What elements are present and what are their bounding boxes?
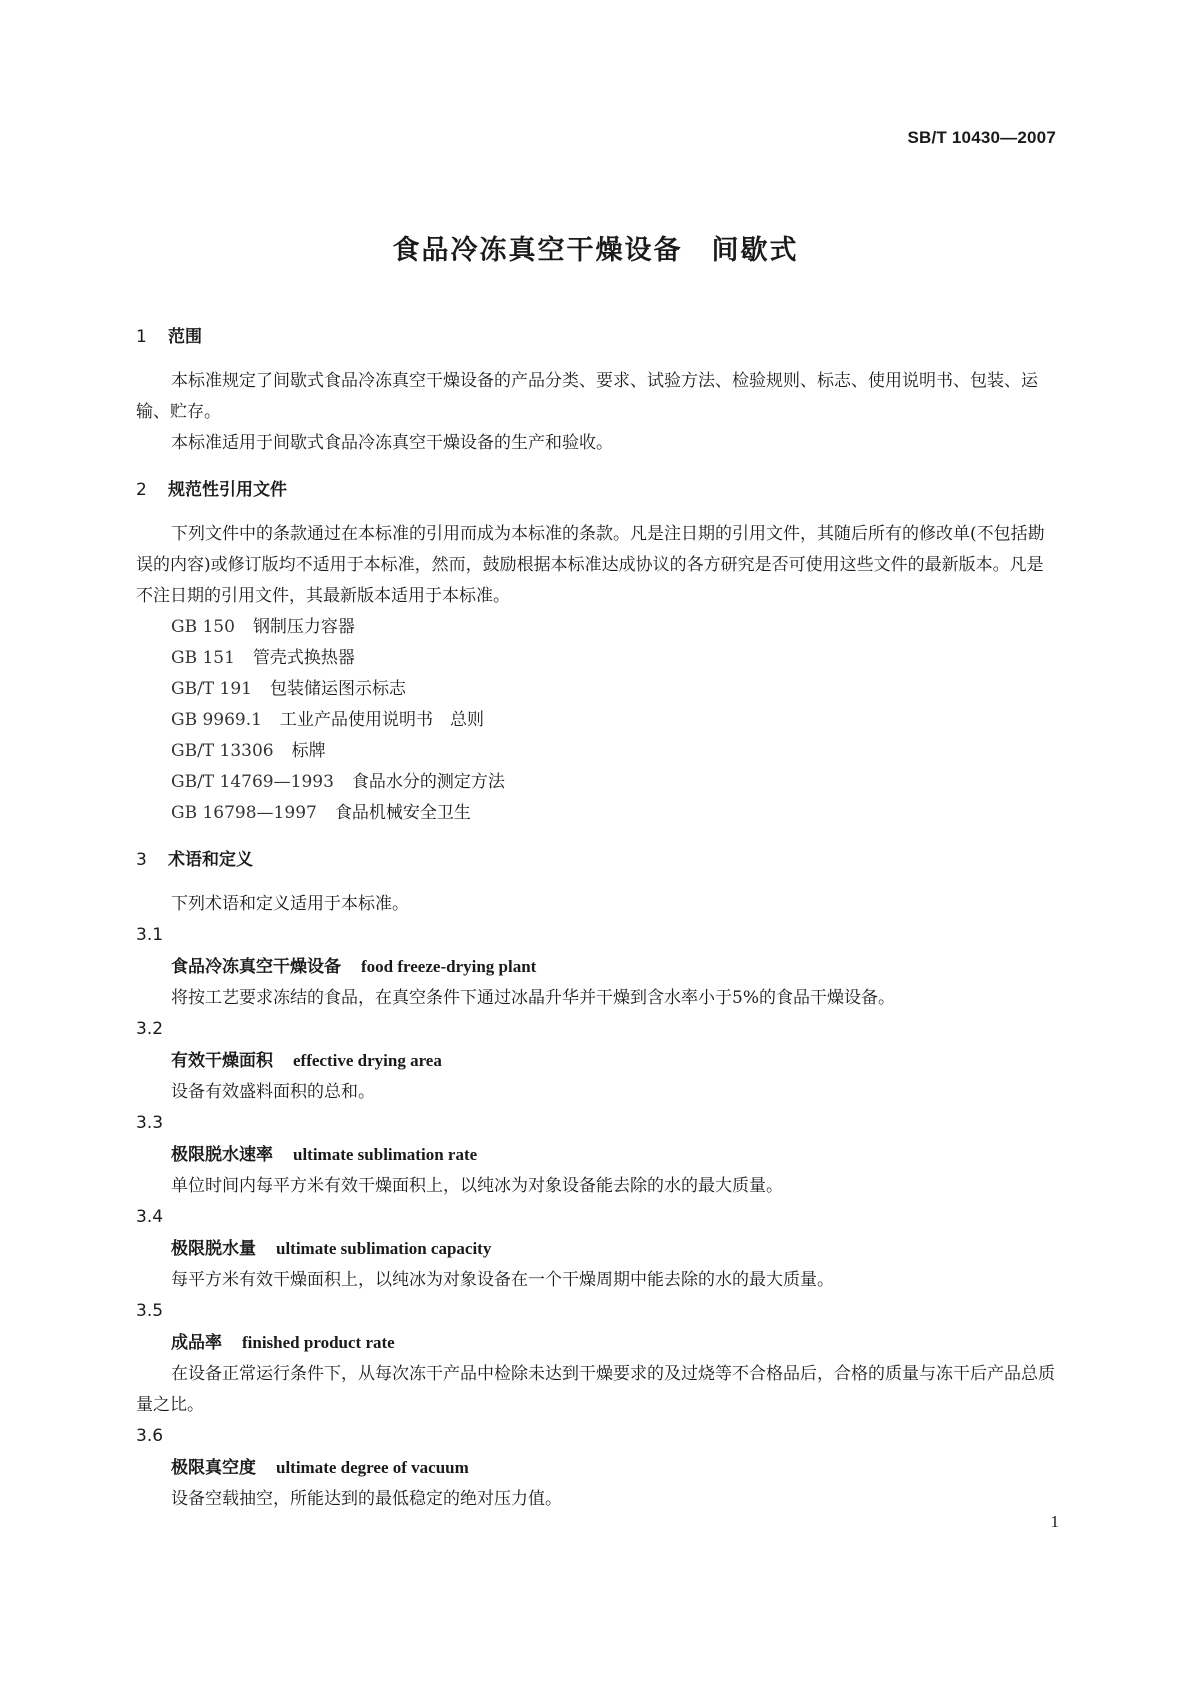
section-title: 术语和定义 [168,850,253,870]
reference-code: GB/T 13306 [171,741,274,761]
term-name-en: ultimate sublimation rate [293,1145,478,1164]
paragraph: 本标准规定了间歇式食品冷冻真空干燥设备的产品分类、要求、试验方法、检验规则、标志、使用说明书、包装、运输、贮存。 [136,371,1038,422]
reference-name: 管壳式换热器 [252,648,355,668]
paragraph: 下列术语和定义适用于本标准。 [171,894,409,914]
section-heading-scope [136,326,1056,348]
reference-item [136,612,1056,643]
section-heading-terms-definitions [136,849,1056,871]
term-definition: 每平方米有效干燥面积上，以纯冰为对象设备在一个干燥周期中能去除的水的最大质量。 [171,1270,834,1290]
reference-item [136,674,1056,705]
term-name-zh: 成品率 [171,1333,222,1353]
term-name [136,951,1056,983]
term-name-zh: 极限真空度 [171,1458,256,1478]
term-name [136,1139,1056,1171]
reference-name: 钢制压力容器 [252,617,355,637]
term-definition: 单位时间内每平方米有效干燥面积上，以纯冰为对象设备能去除的水的最大质量。 [171,1176,783,1196]
term-entry [136,1421,1056,1515]
section-number: 2 [136,480,147,500]
term-name-en: effective drying area [293,1051,442,1070]
term-definition: 在设备正常运行条件下，从每次冻干产品中检除未达到干燥要求的及过烧等不合格品后，合格的质量与冻干后产品总质量之比。 [136,1364,1055,1415]
term-entry [136,1202,1056,1296]
term-definition: 设备空载抽空，所能达到的最低稳定的绝对压力值。 [171,1489,562,1509]
reference-name: 包装储运图示标志 [270,679,406,699]
reference-name: 食品水分的测定方法 [351,772,505,792]
reference-item [136,736,1056,767]
term-number: 3.3 [136,1113,164,1133]
section-heading-normative-references [136,479,1056,501]
page-number: 1 [1050,1512,1059,1531]
paragraph: 本标准适用于间歇式食品冷冻真空干燥设备的生产和验收。 [171,433,613,453]
term-name-en: food freeze-drying plant [361,957,537,976]
reference-item [136,767,1056,798]
reference-name: 工业产品使用说明书 总则 [279,710,484,730]
term-name-en: finished product rate [242,1333,395,1352]
term-name [136,1452,1056,1484]
document-body [136,320,1056,1515]
term-entry [136,1296,1056,1421]
section-number: 3 [136,850,147,870]
reference-name: 食品机械安全卫生 [334,803,471,823]
reference-name: 标牌 [291,741,326,761]
term-entry [136,920,1056,1014]
reference-code: GB/T 191 [171,679,252,699]
reference-item [136,643,1056,674]
reference-code: GB/T 14769—1993 [171,772,334,792]
term-name-zh: 极限脱水量 [171,1239,256,1259]
term-name-zh: 极限脱水速率 [171,1145,273,1165]
section-title: 规范性引用文件 [168,480,287,500]
term-number: 3.1 [136,925,164,945]
standard-code: SB/T 10430—2007 [907,128,1056,147]
term-entry [136,1014,1056,1108]
term-name-en: ultimate degree of vacuum [276,1458,469,1477]
document-title: 食品冷冻真空干燥设备 间歇式 [392,235,799,266]
term-name-en: ultimate sublimation capacity [276,1239,492,1258]
reference-item [136,705,1056,736]
term-name [136,1045,1056,1077]
term-name-zh: 食品冷冻真空干燥设备 [171,957,341,977]
term-number: 3.4 [136,1207,164,1227]
term-number: 3.6 [136,1426,164,1446]
term-name [136,1327,1056,1359]
term-entry [136,1108,1056,1202]
reference-code: GB 9969.1 [171,710,262,730]
reference-item [136,798,1056,829]
term-number: 3.5 [136,1301,164,1321]
term-number: 3.2 [136,1019,164,1039]
term-name [136,1233,1056,1265]
reference-code: GB 150 [171,617,235,637]
reference-code: GB 151 [171,648,235,668]
term-name-zh: 有效干燥面积 [171,1051,273,1071]
term-definition: 设备有效盛料面积的总和。 [171,1082,375,1102]
paragraph: 下列文件中的条款通过在本标准的引用而成为本标准的条款。凡是注日期的引用文件，其随后所有的修改单(不包括勘误的内容)或修订版均不适用于本标准，然而，鼓励根据本标准达成协议的各方研究是否可使用这些文件的最新版本。凡是不注日期的引用文件，其最新版本适用于本标准。 [136,524,1045,606]
section-number: 1 [136,327,147,347]
term-definition: 将按工艺要求冻结的食品，在真空条件下通过冰晶升华并干燥到含水率小于5%的食品干燥设备。 [171,988,895,1008]
reference-code: GB 16798—1997 [171,803,317,823]
section-title: 范围 [168,327,202,347]
